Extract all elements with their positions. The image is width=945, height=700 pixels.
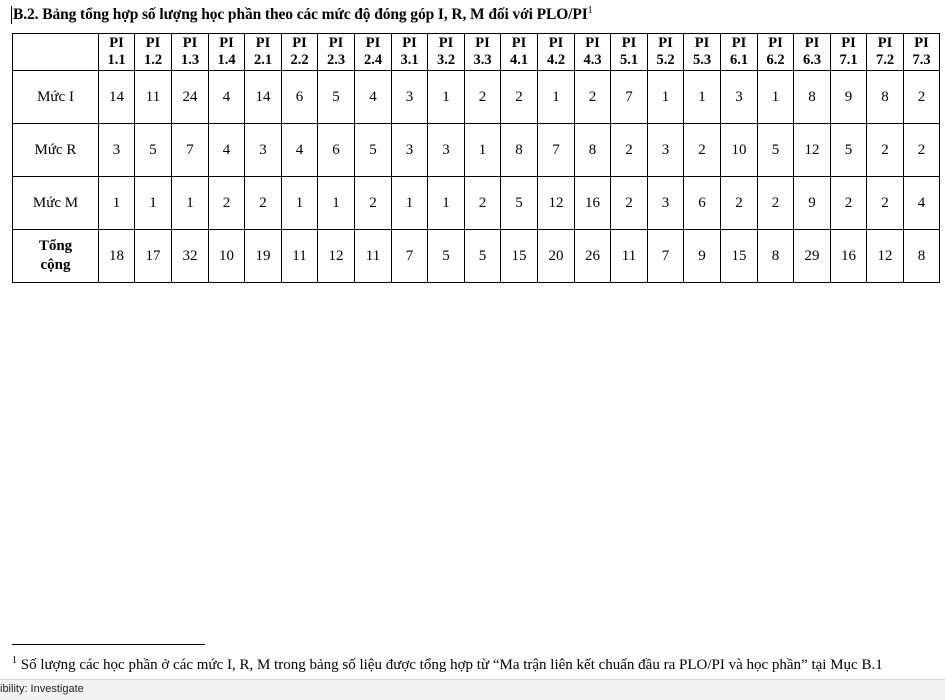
table-cell: 2 <box>758 177 794 230</box>
column-header-line: PI <box>804 35 820 51</box>
column-header <box>831 34 867 71</box>
table-cell: 12 <box>794 124 831 177</box>
column-header <box>392 34 428 71</box>
table-cell: 2 <box>611 124 648 177</box>
row-label-line: Mức M <box>32 194 79 211</box>
row-label-line: Mức R <box>34 141 77 158</box>
column-header <box>794 34 831 71</box>
table-cell: 8 <box>575 124 611 177</box>
table-cell: 14 <box>99 71 135 124</box>
column-header-line: PI <box>621 35 637 51</box>
column-header <box>721 34 758 71</box>
table-cell: 2 <box>904 124 940 177</box>
table-cell: 3 <box>392 71 428 124</box>
table-cell: 1 <box>465 124 501 177</box>
column-header <box>172 34 209 71</box>
row-label <box>13 71 99 124</box>
column-header-line: PI <box>255 35 271 51</box>
footnote-mark: 1 <box>12 655 17 666</box>
table-cell: 2 <box>209 177 245 230</box>
table-cell: 8 <box>867 71 904 124</box>
table-cell: 6 <box>684 177 721 230</box>
table-cell: 5 <box>135 124 172 177</box>
table-cell: 9 <box>831 71 867 124</box>
column-header <box>318 34 355 71</box>
column-header <box>282 34 318 71</box>
column-header-line: 2.4 <box>363 52 383 68</box>
table-cell: 1 <box>648 71 684 124</box>
table-cell: 7 <box>648 230 684 283</box>
column-header-line: 1.4 <box>217 52 236 68</box>
table-cell: 2 <box>684 124 721 177</box>
table-cell: 8 <box>794 71 831 124</box>
table-cell: 1 <box>758 71 794 124</box>
column-header <box>99 34 135 71</box>
column-header-line: PI <box>877 35 893 51</box>
footnote-separator <box>12 644 205 645</box>
table-cell: 5 <box>465 230 501 283</box>
column-header-line: PI <box>731 35 747 51</box>
column-header-line: PI <box>438 35 454 51</box>
table-cell: 8 <box>904 230 940 283</box>
table-cell: 3 <box>428 124 465 177</box>
column-header-line: PI <box>328 35 344 51</box>
table-cell: 3 <box>99 124 135 177</box>
column-header-line: 3.1 <box>400 52 419 68</box>
table-cell: 12 <box>538 177 575 230</box>
table-cell: 12 <box>867 230 904 283</box>
row-label <box>13 124 99 177</box>
table-cell: 2 <box>721 177 758 230</box>
table-cell: 1 <box>684 71 721 124</box>
table-cell: 11 <box>355 230 392 283</box>
column-header-line: 7.1 <box>839 52 858 68</box>
table-cell: 3 <box>648 177 684 230</box>
table-cell: 11 <box>135 71 172 124</box>
table-cell: 3 <box>245 124 282 177</box>
column-header-line: PI <box>914 35 929 51</box>
column-header-line: 2.2 <box>290 52 309 68</box>
column-header-line: 1.3 <box>180 52 200 68</box>
table-cell: 6 <box>282 71 318 124</box>
table-cell: 2 <box>867 177 904 230</box>
table-cell: 2 <box>355 177 392 230</box>
column-header-line: PI <box>841 35 856 51</box>
column-header <box>758 34 794 71</box>
table-cell: 2 <box>245 177 282 230</box>
column-header <box>648 34 684 71</box>
table-cell: 2 <box>465 71 501 124</box>
column-header-line: 4.3 <box>583 52 602 68</box>
table-row <box>13 71 940 124</box>
column-header <box>538 34 575 71</box>
column-header <box>867 34 904 71</box>
table-cell: 2 <box>575 71 611 124</box>
table-cell: 9 <box>684 230 721 283</box>
column-header <box>209 34 245 71</box>
table-cell: 4 <box>209 71 245 124</box>
table-cell: 3 <box>392 124 428 177</box>
table-cell: 8 <box>501 124 538 177</box>
table-cell: 15 <box>501 230 538 283</box>
column-header-line: PI <box>292 35 307 51</box>
table-cell: 10 <box>721 124 758 177</box>
column-header-line: 1.1 <box>107 52 126 68</box>
column-header-line: PI <box>219 35 234 51</box>
table-cell: 3 <box>721 71 758 124</box>
table-cell: 7 <box>392 230 428 283</box>
table-cell: 12 <box>318 230 355 283</box>
column-header-line: 3.3 <box>473 52 492 68</box>
column-header-line: 5.2 <box>656 52 675 68</box>
table-cell: 1 <box>282 177 318 230</box>
table-cell: 2 <box>831 177 867 230</box>
table-cell: 5 <box>318 71 355 124</box>
column-header <box>428 34 465 71</box>
column-header-line: PI <box>109 35 124 51</box>
table-cell: 5 <box>758 124 794 177</box>
column-header-line: PI <box>145 35 161 51</box>
column-header <box>465 34 501 71</box>
table-header-row <box>13 34 940 71</box>
column-header-line: 4.2 <box>546 52 566 68</box>
column-header <box>904 34 940 71</box>
accessibility-status[interactable]: ibility: Investigate <box>0 683 84 695</box>
table-cell: 7 <box>538 124 575 177</box>
table-cell: 14 <box>245 71 282 124</box>
table-cell: 2 <box>465 177 501 230</box>
table-cell: 4 <box>904 177 940 230</box>
table-cell: 1 <box>428 71 465 124</box>
table-cell: 1 <box>538 71 575 124</box>
column-header-line: 3.2 <box>436 52 456 68</box>
row-label-line: cộng <box>40 257 71 273</box>
table-cell: 24 <box>172 71 209 124</box>
table-cell: 6 <box>318 124 355 177</box>
row-label-line: Mức I <box>37 88 74 105</box>
table-cell: 29 <box>794 230 831 283</box>
column-header-line: PI <box>475 35 490 51</box>
row-label <box>13 177 99 230</box>
table-cell: 10 <box>209 230 245 283</box>
column-header <box>575 34 611 71</box>
column-header-line: 4.1 <box>509 52 529 68</box>
table-cell: 26 <box>575 230 611 283</box>
table-cell: 1 <box>318 177 355 230</box>
table-cell: 1 <box>392 177 428 230</box>
table-cell: 18 <box>99 230 135 283</box>
column-header-line: PI <box>402 35 417 51</box>
text-cursor <box>11 6 12 24</box>
column-header <box>501 34 538 71</box>
table-cell: 11 <box>282 230 318 283</box>
table-cell: 7 <box>611 71 648 124</box>
table-cell: 16 <box>575 177 611 230</box>
table-row <box>13 230 940 283</box>
section-title <box>13 5 593 24</box>
section-title-text: B.2. Bảng tổng hợp số lượng học phần theo các mức độ đóng góp I, R, M đối với PLO/PI <box>13 6 588 24</box>
footnote-text: Số lượng các học phần ở các mức I, R, M trong bảng số liệu được tổng hợp từ “Ma trận liên kết chuẩn đầu ra PLO/PI và học phần” tại Mục B.1 <box>20 657 883 673</box>
table-cell: 5 <box>355 124 392 177</box>
column-header <box>355 34 392 71</box>
table-cell: 17 <box>135 230 172 283</box>
column-header-line: 6.3 <box>802 52 822 68</box>
column-header-line: 2.3 <box>326 52 346 68</box>
column-header <box>245 34 282 71</box>
column-header-line: PI <box>548 35 564 51</box>
table-cell: 3 <box>648 124 684 177</box>
column-header-line: PI <box>182 35 198 51</box>
column-header-line: PI <box>694 35 710 51</box>
column-header-line: 5.3 <box>692 52 712 68</box>
table-cell: 4 <box>355 71 392 124</box>
column-header <box>611 34 648 71</box>
column-header-line: PI <box>768 35 783 51</box>
column-header <box>684 34 721 71</box>
table-cell: 7 <box>172 124 209 177</box>
column-header-line: 5.1 <box>619 52 639 68</box>
column-header-line: 2.1 <box>253 52 273 68</box>
table-corner-cell <box>13 34 99 71</box>
table-cell: 1 <box>99 177 135 230</box>
column-header-line: PI <box>511 35 527 51</box>
column-header-line: 6.2 <box>766 52 785 68</box>
table-cell: 15 <box>721 230 758 283</box>
status-bar <box>0 679 945 700</box>
table-cell: 1 <box>428 177 465 230</box>
table-cell: 5 <box>428 230 465 283</box>
table-cell: 20 <box>538 230 575 283</box>
table-cell: 2 <box>867 124 904 177</box>
table-cell: 19 <box>245 230 282 283</box>
column-header-line: PI <box>658 35 673 51</box>
table-cell: 1 <box>172 177 209 230</box>
footnote <box>12 655 883 674</box>
table-cell: 2 <box>611 177 648 230</box>
table-cell: 5 <box>831 124 867 177</box>
column-header-line: PI <box>365 35 381 51</box>
table-cell: 16 <box>831 230 867 283</box>
column-header-line: 6.1 <box>729 52 749 68</box>
column-header-line: 7.2 <box>875 52 895 68</box>
table-cell: 5 <box>501 177 538 230</box>
table-cell: 11 <box>611 230 648 283</box>
table-cell: 4 <box>209 124 245 177</box>
table-cell: 9 <box>794 177 831 230</box>
table-cell: 4 <box>282 124 318 177</box>
table-cell: 2 <box>904 71 940 124</box>
row-label-line: Tổng <box>38 238 73 254</box>
table-cell: 2 <box>501 71 538 124</box>
column-header-line: 1.2 <box>143 52 163 68</box>
table-cell: 1 <box>135 177 172 230</box>
column-header-line: 7.3 <box>912 52 931 68</box>
title-footnote-mark: 1 <box>587 5 593 16</box>
table-cell: 32 <box>172 230 209 283</box>
table-row <box>13 124 940 177</box>
row-label <box>13 230 99 283</box>
table-row <box>13 177 940 230</box>
column-header <box>135 34 172 71</box>
table-cell: 8 <box>758 230 794 283</box>
irm-summary-table <box>12 33 940 283</box>
column-header-line: PI <box>585 35 600 51</box>
